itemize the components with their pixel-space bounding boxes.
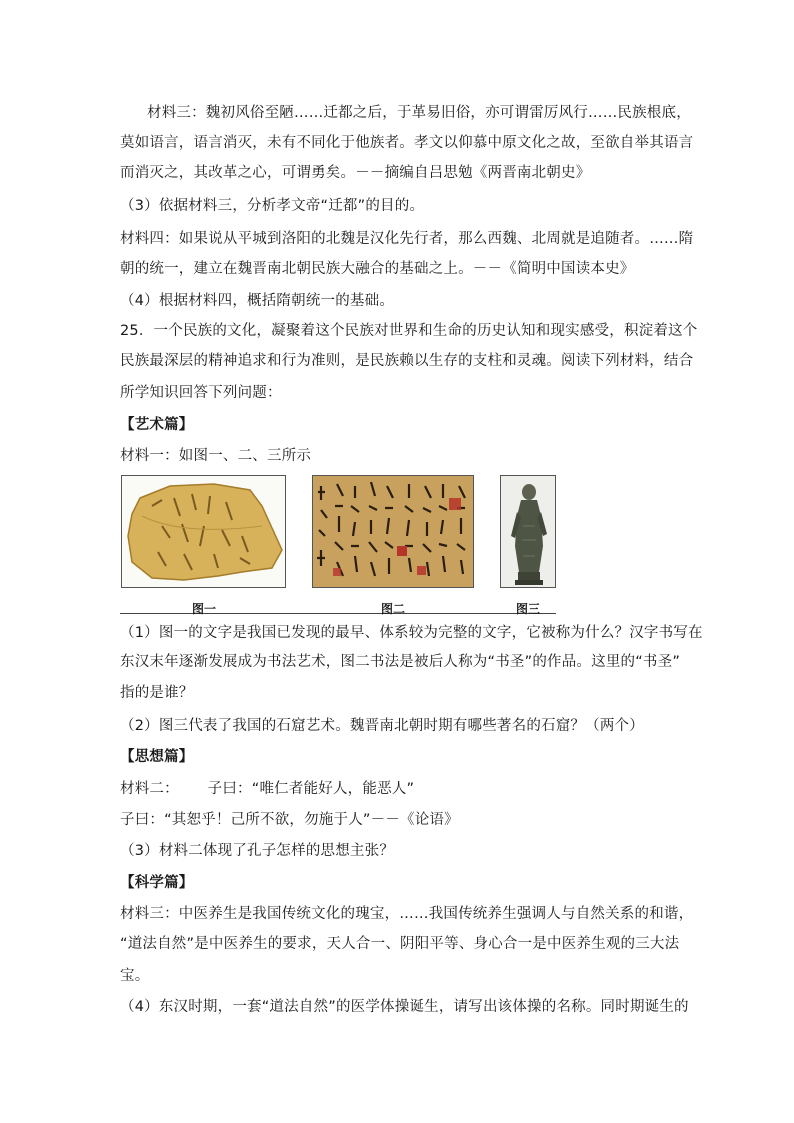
figure2-caption: 图二 [380,602,405,616]
material2-line2: 子曰：“其恕乎！己所不欲，勿施于人”－－《论语》 [120,812,459,828]
material3-line1: 材料三：魏初风俗至陋……迁都之后，于革易旧俗，亦可谓雷厉风行……民族根底， [147,105,691,121]
q1-line2: 东汉末年逐渐发展成为书法艺术，图二书法是被后人称为“书圣”的作品。这里的“书圣” [120,654,681,670]
material3-line3: 而消灭之，其改革之心，可谓勇矣。－－摘编自吕思勉《两晋南北朝史》 [120,165,591,181]
calligraphy-image [312,475,474,588]
q25-intro-line3: 所学知识回答下列问题： [120,385,282,401]
grotto-statue-image [500,475,556,588]
material4-line1: 材料四：如果说从平城到洛阳的北魏是汉化先行者，那么西魏、北周就是追随者。……隋 [120,231,694,247]
q25-intro-line2: 民族最深层的精神追求和行为准则，是民族赖以生存的支柱和灵魂。阅读下列材料，结合 [120,353,694,369]
question-3b: （3）材料二体现了孔子怎样的思想主张？ [120,843,395,859]
figure1-caption: 图一 [191,602,216,616]
section-art-heading: 【艺术篇】 [120,417,194,433]
q25-intro-line1: 25．一个民族的文化，凝聚着这个民族对世界和生命的历史认知和现实感受，积淀着这个 [120,323,698,339]
q1-line1: （1）图一的文字是我国已发现的最早、体系较为完整的文字，它被称为什么？汉字书写在 [120,625,703,641]
material3b-line3: 宝。 [120,968,150,984]
question-4b: （4）东汉时期，一套“道法自然”的医学体操诞生，请写出该体操的名称。同时期诞生的 [120,999,689,1015]
material1-line: 材料一：如图一、二、三所示 [120,448,312,464]
material2-line1: 材料二： 子曰：“唯仁者能好人，能恶人” [120,781,415,797]
material3-line2: 莫如语言，语言消灭，未有不同化于他族者。孝文以仰慕中原文化之故，至欲自举其语言 [120,135,694,151]
figure3-caption: 图三 [515,602,540,616]
question-4: （4）根据材料四，概括隋朝统一的基础。 [120,293,395,309]
material3b-line2: “道法自然”是中医养生的要求，天人合一、阴阳平等、身心合一是中医养生观的三大法 [120,936,680,952]
oracle-bone-image [121,475,286,588]
q2-line: （2）图三代表了我国的石窟艺术。魏晋南北朝时期有哪些著名的石窟？（两个） [120,718,644,734]
question-3: （3）依据材料三，分析孝文帝“迁都”的目的。 [120,198,425,214]
q1-line3: 指的是谁？ [120,685,194,701]
material4-line2: 朝的统一，建立在魏晋南北朝民族大融合的基础之上。－－《简明中国读本史》 [120,261,635,277]
section-science-heading: 【科学篇】 [120,875,194,891]
material3b-line1: 材料三：中医养生是我国传统文化的瑰宝，……我国传统养生强调人与自然关系的和谐， [120,906,694,922]
section-thought-heading: 【思想篇】 [120,749,194,765]
